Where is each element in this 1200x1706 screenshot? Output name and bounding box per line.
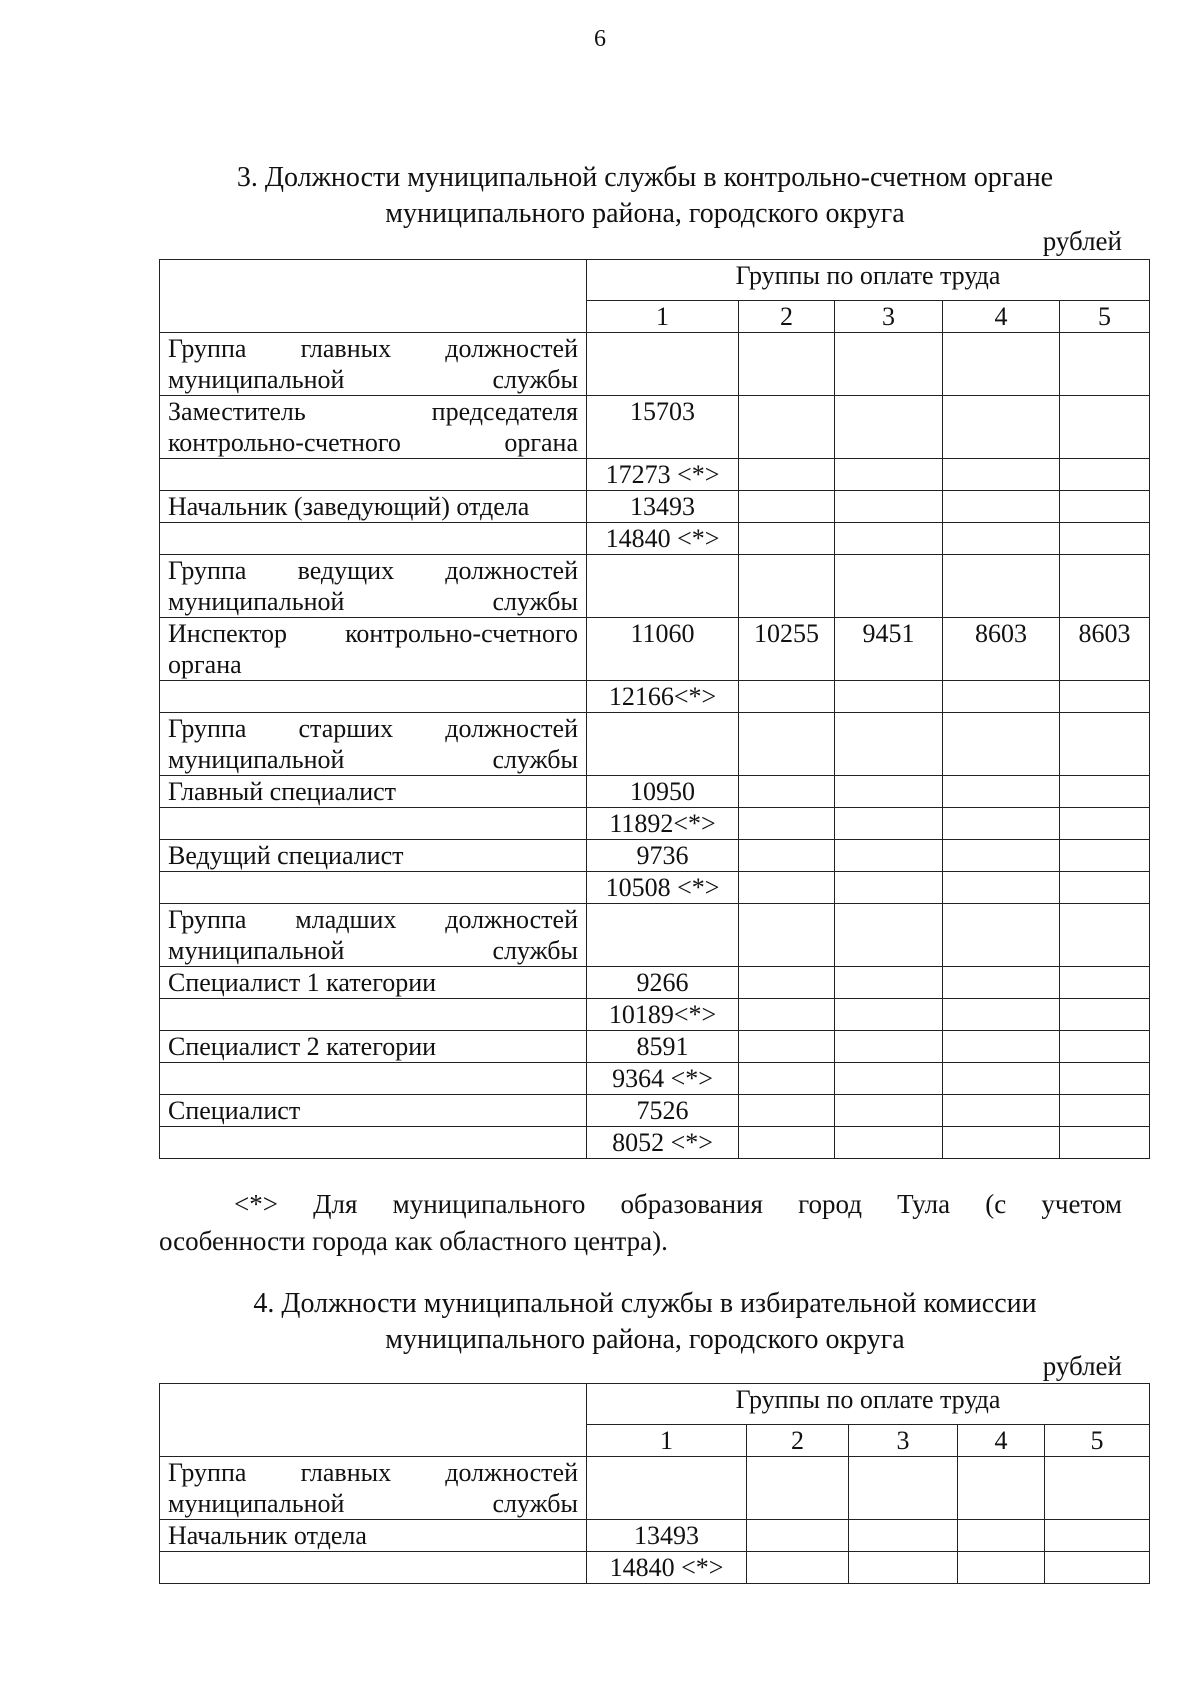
salary-cell-group-3 <box>835 523 943 555</box>
salary-cell-group-4 <box>943 999 1060 1031</box>
salary-cell-group-3 <box>835 681 943 713</box>
salary-cell-group-1: 17273 <*> <box>587 459 739 491</box>
salary-cell-group-3 <box>835 776 943 808</box>
salary-cell-group-3 <box>835 808 943 840</box>
salary-cell-group-2 <box>739 904 835 967</box>
salary-cell-group-2 <box>739 999 835 1031</box>
header-blank-cell <box>160 1384 587 1457</box>
salary-cell-group-1: 9266 <box>587 967 739 999</box>
salary-cell-group-4 <box>943 396 1060 459</box>
salary-cell-group-3 <box>835 840 943 872</box>
table-row <box>160 1520 1150 1552</box>
page-number: 6 <box>594 26 606 52</box>
empty-label-cell <box>160 681 587 713</box>
salary-cell-group-5 <box>1060 1063 1150 1095</box>
salary-cell-group-1: 13493 <box>587 1520 747 1552</box>
salary-cell-group-1: 11060 <box>587 618 739 681</box>
salary-cell-group-1: 10189<*> <box>587 999 739 1031</box>
salary-cell-group-3 <box>835 999 943 1031</box>
salary-cell-group-2 <box>739 776 835 808</box>
salary-cell-group-5: 8603 <box>1060 618 1150 681</box>
table-row <box>160 491 1150 523</box>
salary-cell-group-1 <box>587 713 739 776</box>
position-label-cell: Ведущий специалист <box>160 840 587 872</box>
salary-cell-group-5 <box>1060 840 1150 872</box>
header-blank-cell <box>160 260 587 333</box>
groups-header: Группы по оплате труда <box>587 260 1150 301</box>
position-label-cell: Главный специалист <box>160 776 587 808</box>
footnote <box>159 1186 1122 1260</box>
salary-cell-group-5 <box>1060 523 1150 555</box>
col-header-2: 2 <box>747 1425 849 1457</box>
salary-cell-group-4: 8603 <box>943 618 1060 681</box>
salary-cell-group-3 <box>835 491 943 523</box>
salary-cell-group-4 <box>943 1031 1060 1063</box>
position-label-cell: Группа старших должностей муниципальной службы <box>160 713 587 776</box>
salary-cell-group-2 <box>739 840 835 872</box>
salary-cell-group-5 <box>1045 1552 1150 1584</box>
salary-cell-group-3 <box>835 1063 943 1095</box>
salary-cell-group-1: 9736 <box>587 840 739 872</box>
salary-cell-group-2 <box>739 1127 835 1159</box>
position-label-cell: Инспектор контрольно-счетного органа <box>160 618 587 681</box>
salary-cell-group-1: 9364 <*> <box>587 1063 739 1095</box>
salary-cell-group-4 <box>943 555 1060 618</box>
section4-units-label: рублей <box>1042 1351 1122 1381</box>
section4-title-line1: 4. Должности муниципальной службы в избирательной комиссии <box>253 1288 1037 1319</box>
salary-cell-group-5 <box>1060 333 1150 396</box>
salary-cell-group-1: 12166<*> <box>587 681 739 713</box>
table-row <box>160 618 1150 681</box>
groups-header: Группы по оплате труда <box>587 1384 1150 1425</box>
salary-cell-group-5 <box>1060 776 1150 808</box>
salary-cell-group-2 <box>739 333 835 396</box>
salary-cell-group-2 <box>739 1095 835 1127</box>
empty-label-cell <box>160 808 587 840</box>
salary-cell-group-4 <box>943 681 1060 713</box>
position-label-cell: Специалист 1 категории <box>160 967 587 999</box>
salary-cell-group-3 <box>835 904 943 967</box>
salary-cell-group-4 <box>943 333 1060 396</box>
salary-cell-group-5 <box>1060 999 1150 1031</box>
salary-cell-group-5 <box>1045 1520 1150 1552</box>
salary-cell-group-3: 9451 <box>835 618 943 681</box>
position-label-cell: Группа главных должностей муниципальной службы <box>160 1457 587 1520</box>
salary-cell-group-4 <box>958 1457 1045 1520</box>
position-label-cell: Группа младших должностей муниципальной службы <box>160 904 587 967</box>
position-label-cell: Начальник (заведующий) отдела <box>160 491 587 523</box>
table-row <box>160 1552 1150 1584</box>
salary-cell-group-1: 14840 <*> <box>587 1552 747 1584</box>
salary-cell-group-4 <box>943 459 1060 491</box>
salary-cell-group-3 <box>835 1031 943 1063</box>
section3-title-line1: 3. Должности муниципальной службы в контрольно-счетном органе <box>236 162 1054 193</box>
salary-cell-group-3 <box>835 396 943 459</box>
table-row <box>160 776 1150 808</box>
empty-label-cell <box>160 523 587 555</box>
salary-cell-group-4 <box>943 1063 1060 1095</box>
salary-cell-group-2 <box>739 872 835 904</box>
salary-cell-group-4 <box>943 904 1060 967</box>
table-row <box>160 1457 1150 1520</box>
section3-salary-table <box>159 259 1150 1159</box>
salary-cell-group-4 <box>943 523 1060 555</box>
salary-cell-group-4 <box>943 1095 1060 1127</box>
col-header-4: 4 <box>943 301 1060 333</box>
section3-title-line2: муниципального района, городского округа <box>385 198 905 229</box>
salary-cell-group-4 <box>943 491 1060 523</box>
salary-cell-group-5 <box>1060 681 1150 713</box>
salary-cell-group-5 <box>1060 459 1150 491</box>
table-row <box>160 872 1150 904</box>
salary-cell-group-4 <box>943 808 1060 840</box>
salary-cell-group-3 <box>849 1457 958 1520</box>
position-label-cell: Специалист 2 категории <box>160 1031 587 1063</box>
salary-cell-group-1: 10508 <*> <box>587 872 739 904</box>
salary-cell-group-1: 15703 <box>587 396 739 459</box>
salary-cell-group-2 <box>739 396 835 459</box>
table-row <box>160 713 1150 776</box>
salary-cell-group-2 <box>747 1552 849 1584</box>
empty-label-cell <box>160 872 587 904</box>
col-header-5: 5 <box>1060 301 1150 333</box>
salary-cell-group-5 <box>1060 713 1150 776</box>
salary-cell-group-5 <box>1060 1031 1150 1063</box>
salary-cell-group-3 <box>835 1127 943 1159</box>
salary-cell-group-1 <box>587 333 739 396</box>
col-header-5: 5 <box>1045 1425 1150 1457</box>
empty-label-cell <box>160 1552 587 1584</box>
salary-cell-group-1 <box>587 904 739 967</box>
salary-cell-group-2 <box>739 681 835 713</box>
table-row <box>160 999 1150 1031</box>
table-row <box>160 333 1150 396</box>
salary-cell-group-1 <box>587 555 739 618</box>
table-row <box>160 840 1150 872</box>
salary-cell-group-5 <box>1060 491 1150 523</box>
table-row <box>160 523 1150 555</box>
section3-title <box>150 160 1140 232</box>
position-label-cell: Заместитель председателя контрольно-счетного органа <box>160 396 587 459</box>
empty-label-cell <box>160 1127 587 1159</box>
table-row <box>160 1127 1150 1159</box>
section4-salary-table <box>159 1383 1150 1584</box>
salary-cell-group-3 <box>835 555 943 618</box>
position-label-cell: Группа ведущих должностей муниципальной службы <box>160 555 587 618</box>
salary-cell-group-1: 8052 <*> <box>587 1127 739 1159</box>
salary-cell-group-2 <box>739 808 835 840</box>
salary-cell-group-5 <box>1060 967 1150 999</box>
salary-cell-group-4 <box>943 872 1060 904</box>
salary-cell-group-2 <box>739 459 835 491</box>
salary-cell-group-3 <box>835 1095 943 1127</box>
salary-cell-group-2: 10255 <box>739 618 835 681</box>
empty-label-cell <box>160 459 587 491</box>
salary-cell-group-5 <box>1045 1457 1150 1520</box>
salary-cell-group-4 <box>958 1520 1045 1552</box>
empty-label-cell <box>160 999 587 1031</box>
salary-cell-group-2 <box>739 555 835 618</box>
salary-cell-group-5 <box>1060 396 1150 459</box>
salary-cell-group-2 <box>747 1520 849 1552</box>
salary-cell-group-2 <box>747 1457 849 1520</box>
table-row <box>160 967 1150 999</box>
table-row <box>160 459 1150 491</box>
salary-cell-group-5 <box>1060 1095 1150 1127</box>
salary-cell-group-3 <box>835 872 943 904</box>
salary-cell-group-3 <box>835 967 943 999</box>
salary-cell-group-3 <box>849 1520 958 1552</box>
footnote-line2: особенности города как областного центра). <box>159 1226 668 1256</box>
salary-cell-group-4 <box>943 967 1060 999</box>
salary-cell-group-5 <box>1060 904 1150 967</box>
salary-cell-group-3 <box>849 1552 958 1584</box>
table-row <box>160 904 1150 967</box>
table-row <box>160 1031 1150 1063</box>
salary-cell-group-1: 14840 <*> <box>587 523 739 555</box>
table-row <box>160 1095 1150 1127</box>
footnote-line1: <*> Для муниципального образования город Тула (с учетом <box>234 1189 1122 1219</box>
salary-cell-group-4 <box>958 1552 1045 1584</box>
table-row <box>160 681 1150 713</box>
salary-cell-group-1: 8591 <box>587 1031 739 1063</box>
salary-cell-group-2 <box>739 713 835 776</box>
salary-cell-group-5 <box>1060 872 1150 904</box>
empty-label-cell <box>160 1063 587 1095</box>
salary-cell-group-1: 10950 <box>587 776 739 808</box>
salary-cell-group-3 <box>835 459 943 491</box>
col-header-3: 3 <box>835 301 943 333</box>
salary-cell-group-2 <box>739 1031 835 1063</box>
table-header-row <box>160 260 1150 301</box>
salary-cell-group-2 <box>739 1063 835 1095</box>
salary-cell-group-1: 13493 <box>587 491 739 523</box>
position-label-cell: Специалист <box>160 1095 587 1127</box>
salary-cell-group-5 <box>1060 1127 1150 1159</box>
section4-title-line2: муниципального района, городского округа <box>385 1324 905 1355</box>
salary-cell-group-3 <box>835 713 943 776</box>
salary-cell-group-4 <box>943 840 1060 872</box>
position-label-cell: Начальник отдела <box>160 1520 587 1552</box>
salary-cell-group-5 <box>1060 555 1150 618</box>
table-row <box>160 808 1150 840</box>
salary-cell-group-1: 11892<*> <box>587 808 739 840</box>
col-header-4: 4 <box>958 1425 1045 1457</box>
position-label-cell: Группа главных должностей муниципальной службы <box>160 333 587 396</box>
section3-units-label: рублей <box>1042 226 1122 256</box>
table-header-row <box>160 1384 1150 1425</box>
col-header-3: 3 <box>849 1425 958 1457</box>
salary-cell-group-2 <box>739 967 835 999</box>
salary-cell-group-1: 7526 <box>587 1095 739 1127</box>
salary-cell-group-5 <box>1060 808 1150 840</box>
section4-title <box>150 1286 1140 1358</box>
salary-cell-group-4 <box>943 776 1060 808</box>
salary-cell-group-4 <box>943 713 1060 776</box>
salary-cell-group-1 <box>587 1457 747 1520</box>
col-header-1: 1 <box>587 301 739 333</box>
salary-cell-group-2 <box>739 491 835 523</box>
salary-cell-group-4 <box>943 1127 1060 1159</box>
table-row <box>160 555 1150 618</box>
salary-cell-group-2 <box>739 523 835 555</box>
col-header-2: 2 <box>739 301 835 333</box>
table-row <box>160 1063 1150 1095</box>
col-header-1: 1 <box>587 1425 747 1457</box>
salary-cell-group-3 <box>835 333 943 396</box>
table-row <box>160 396 1150 459</box>
